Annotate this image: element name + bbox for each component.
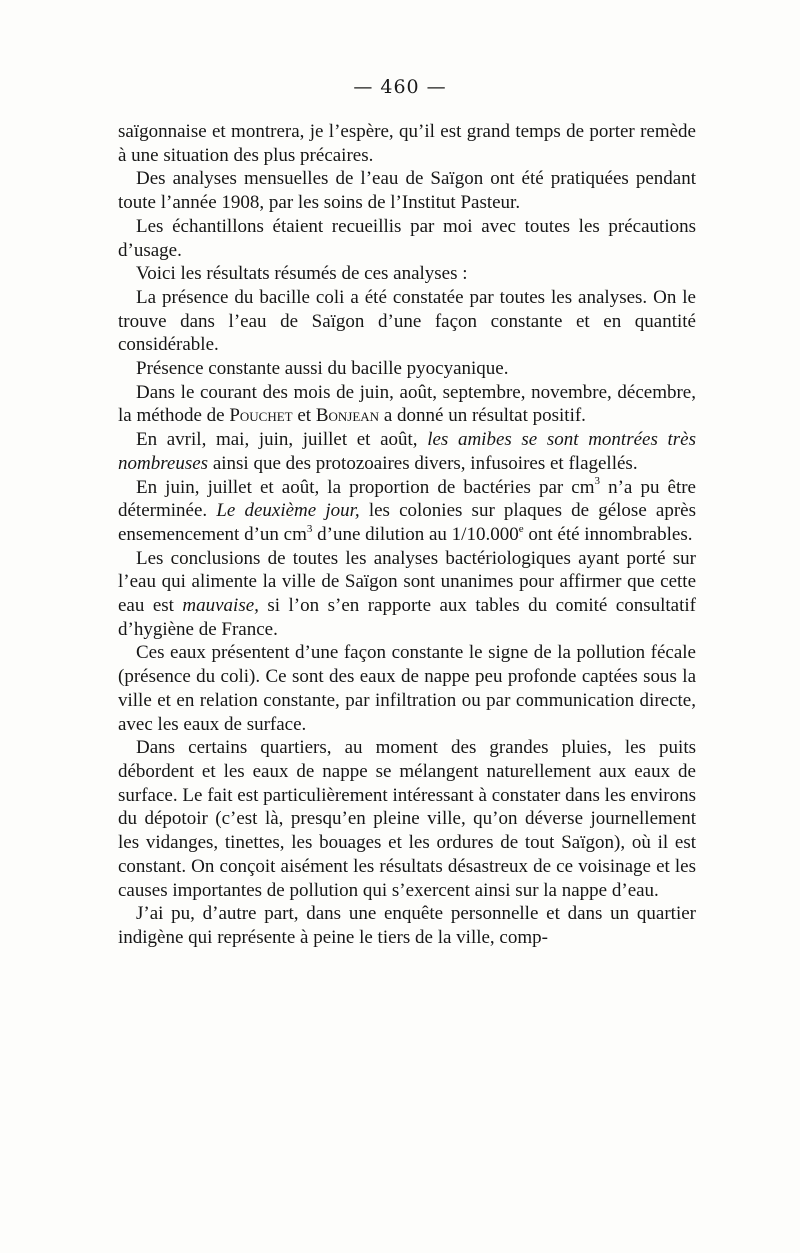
author-name: Pouchet (229, 405, 293, 427)
author-name: Bonjean (315, 405, 380, 427)
text-run: Dans le courant des mois de juin, août, septembre, novembre, décembre, la méthode de (118, 381, 696, 427)
body-text (118, 120, 696, 950)
text-run: et (292, 405, 316, 427)
superscript: 3 (306, 522, 313, 535)
paragraph (118, 381, 696, 428)
text-run: ainsi que des protozoaires divers, infusoires et flagellés. (208, 452, 638, 474)
text-run: Les conclusions de toutes les analyses bactériologiques ayant porté sur l’eau qui alimente la ville de Saïgon sont unanimes pour affirmer que cette eau est (118, 547, 696, 617)
paragraph (118, 428, 696, 475)
paragraph: Les échantillons étaient recueillis par moi avec toutes les précautions d’usage. (118, 215, 696, 261)
superscript: e (518, 522, 524, 535)
paragraph: Des analyses mensuelles de l’eau de Saïgon ont été pratiquées pendant toute l’année 1908, par les soins de l’Institut Pasteur. (118, 168, 696, 214)
text-run: ont été innombrables. (523, 523, 693, 545)
text-run: En juin, juillet et août, la proportion de bactéries par cm (136, 476, 595, 498)
emphasis: mauvaise, (182, 595, 259, 617)
text-run: a donné un résultat positif. (379, 405, 586, 427)
paragraph: La présence du bacille coli a été constatée par toutes les analyses. On le trouve dans l’eau de Saïgon d’une façon constante et en quantité considérable. (118, 286, 696, 356)
text-run: n’a pu être déterminée. (118, 476, 696, 522)
paragraph: Voici les résultats résumés de ces analyses : (136, 263, 468, 285)
superscript: 3 (594, 475, 601, 488)
emphasis: les amibes se sont montrées très nombreuses (118, 429, 696, 474)
paragraph: Ces eaux présentent d’une façon constante le signe de la pollution fécale (présence du coli). Ce sont des eaux de nappe peu profonde captées sous la ville et en relation constante, par infiltration ou par communication directe, avec les eaux de surface. (118, 642, 696, 735)
paragraph (118, 476, 696, 547)
text-run: d’une dilution au 1/10.000 (312, 523, 519, 545)
text-run: En avril, mai, juin, juillet et août, (136, 429, 428, 451)
paragraph: J’ai pu, d’autre part, dans une enquête personnelle et dans un quartier indigène qui représente à peine le tiers de la ville, comp- (118, 903, 696, 948)
paragraph: saïgonnaise et montrera, je l’espère, qu’il est grand temps de porter remède à une situation des plus précaires. (118, 121, 696, 166)
emphasis: Le deuxième jour, (216, 500, 360, 522)
paragraph (118, 547, 696, 642)
paragraph: Dans certains quartiers, au moment des grandes pluies, les puits débordent et les eaux de nappe se mélangent naturellement aux eaux de surface. Le fait est particulièrement intéressant à constater dans les environs du dépotoir (c’est là, presqu’en pleine ville, qu’on déverse journellement les vidanges, tinettes, les bouages et les ordures de tout Saïgon), où il est constant. On conçoit aisément les résultats désastreux de ce voisinage et les causes importantes de pollution qui s’exercent ainsi sur la nappe d’eau. (118, 737, 696, 901)
text-run: les colonies sur plaques de gélose après ensemencement d’un cm (118, 500, 696, 545)
page-number: — 460 — (353, 76, 447, 98)
paragraph: Présence constante aussi du bacille pyocyanique. (136, 358, 509, 380)
text-run: si l’on s’en rapporte aux tables du comité consultatif d’hygiène de France. (118, 595, 696, 640)
